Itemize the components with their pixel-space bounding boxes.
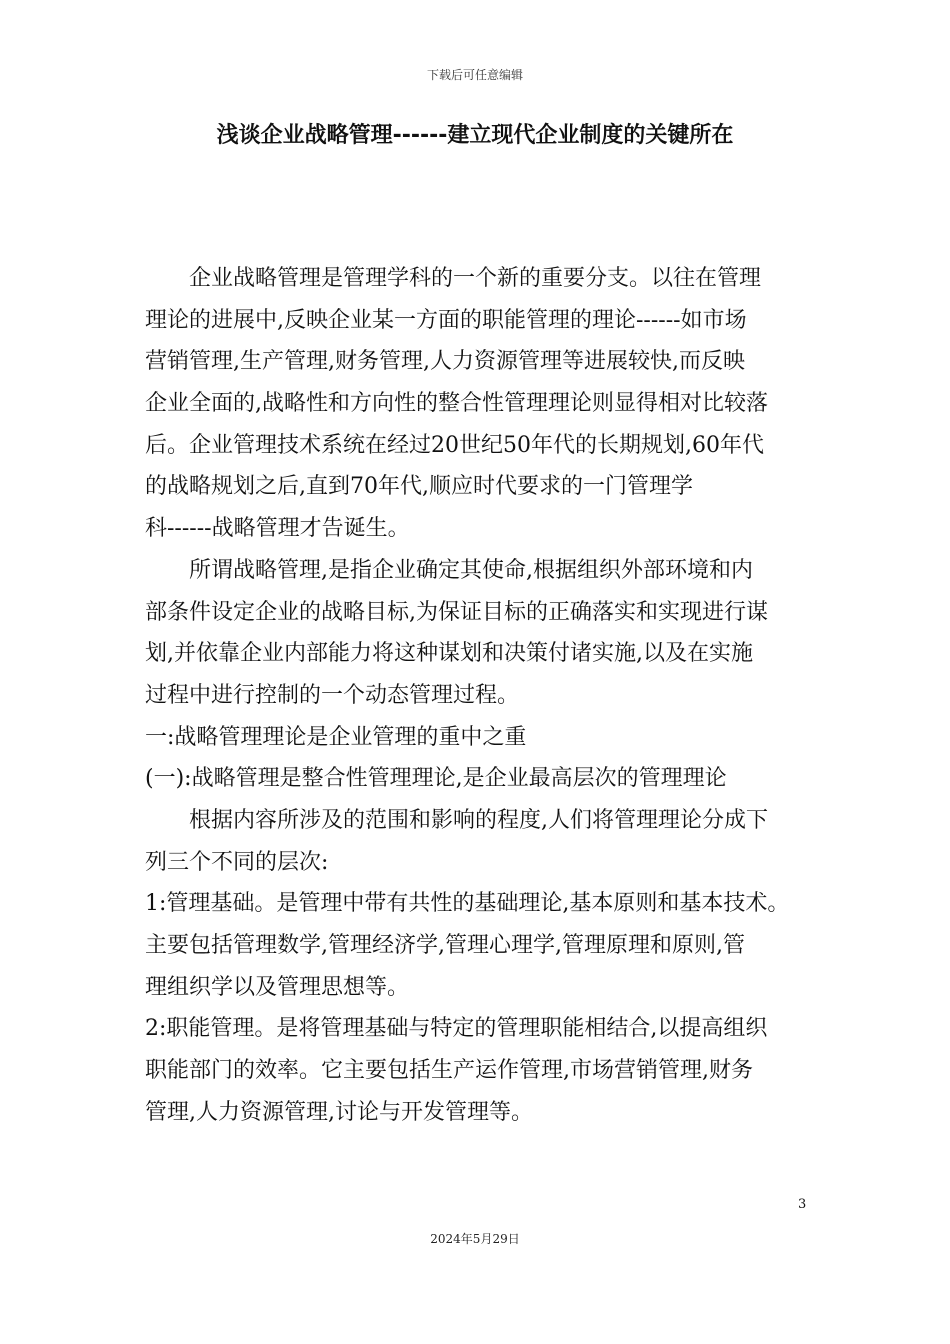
paragraph-line: 的战略规划之后,直到70年代,顺应时代要求的一门管理学 [145,474,693,500]
paragraph-line: 后。企业管理技术系统在经过20世纪50年代的长期规划,60年代 [145,432,764,458]
paragraph-line: 所谓战略管理,是指企业确定其使命,根据组织外部环境和内 [189,557,753,583]
paragraph-line: 营销管理,生产管理,财务管理,人力资源管理等进展较快,而反映 [145,349,745,375]
paragraph-line: 过程中进行控制的一个动态管理过程。 [145,682,520,708]
paragraph-line: 企业战略管理是管理学科的一个新的重要分支。以往在管理 [189,266,762,291]
list-item-line: 职能部门的效率。它主要包括生产运作管理,市场营销管理,财务 [145,1058,753,1084]
paragraph-line: 理论的进展中,反映企业某一方面的职能管理的理论------如市场 [145,307,747,333]
paragraph-line: 科------战略管理才告诞生。 [145,516,410,542]
document-title: 浅谈企业战略管理------建立现代企业制度的关键所在 [216,123,734,148]
subsection-heading: (一):战略管理是整合性管理理论,是企业最高层次的管理理论 [145,766,727,792]
list-item-line: 管理,人力资源管理,讨论与开发管理等。 [145,1099,533,1125]
paragraph-line: 企业全面的,战略性和方向性的整合性管理理论则显得相对比较落 [145,391,768,417]
paragraph-line: 部条件设定企业的战略目标,为保证目标的正确落实和实现进行谋 [145,599,768,625]
paragraph-line: 根据内容所涉及的范围和影响的程度,人们将管理理论分成下 [189,807,768,833]
list-item-line: 1:管理基础。是管理中带有共性的基础理论,基本原则和基本技术。 [145,891,790,917]
list-item-line: 主要包括管理数学,管理经济学,管理心理学,管理原理和原则,管 [145,933,745,958]
list-item-line: 2:职能管理。是将管理基础与特定的管理职能相结合,以提高组织 [145,1016,768,1042]
header-note: 下载后可任意编辑 [426,68,523,82]
section-heading: 一:战略管理理论是企业管理的重中之重 [145,724,527,750]
footer-date: 2024年5月29日 [430,1232,520,1246]
paragraph-line: 划,并依靠企业内部能力将这种谋划和决策付诸实施,以及在实施 [145,641,753,667]
document-body [145,258,807,1133]
list-item-line: 理组织学以及管理思想等。 [145,974,410,1000]
page-number: 3 [798,1197,807,1212]
paragraph-line: 列三个不同的层次: [145,849,329,875]
